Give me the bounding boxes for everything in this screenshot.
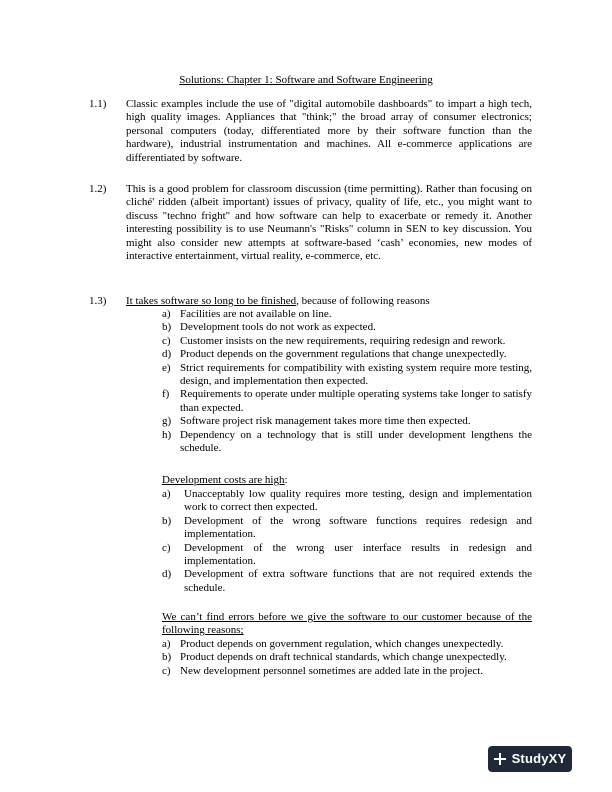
list-item: h) Dependency on a technology that is still under development lengthens the schedule.	[162, 428, 532, 455]
list-item: d) Development of extra software functions that are not required extends the schedule.	[162, 568, 532, 594]
list-item: c) Development of the wrong user interface results in redesign and implementation.	[162, 541, 532, 568]
errors-heading: We can’t find errors before we give the software to our customer because of the following reasons;	[162, 611, 532, 637]
list-item: f) Requirements to operate under multiple operating systems take longer to satisfy than expected.	[162, 388, 532, 414]
reasons-list	[162, 308, 532, 455]
list-item: g) Software project risk management takes more time then expected.	[162, 415, 471, 428]
answer-text: This is a good problem for classroom discussion (time permitting). Rather than focusing on cliché' ridden (albeit important) issues of privacy, quality of life, etc., you might want to discuss "techno fright" and how software can help to exacerbate or remedy it. Another interesting possibility is to use Neumann's "Risks" column in SEN to key discussion. You might also consider new attempts at software-based ‘cash’ economies, new modes of interactive entertainment, virtual reality, e-commerce, etc.	[126, 183, 532, 263]
reasons-heading-suffix: , because of following reasons	[296, 295, 430, 307]
answer-number: 1.1)	[89, 98, 107, 110]
plus-icon	[494, 753, 506, 765]
list-item: a) Unacceptably low quality requires more testing, design and implementation work to correct then expected.	[162, 488, 532, 514]
list-item: e) Strict requirements for compatibility with existing system require more testing, design, and implementation then expected.	[162, 361, 532, 388]
reasons-heading: It takes software so long to be finished	[126, 295, 297, 307]
list-item: b) Development tools do not work as expected.	[162, 321, 376, 334]
page-title: Solutions: Chapter 1: Software and Software Engineering	[179, 74, 433, 86]
answer-number: 1.2)	[89, 183, 107, 195]
answer-heading	[126, 295, 532, 308]
list-item: c) New development personnel sometimes are added late in the project.	[162, 664, 484, 677]
list-item: c) Customer insists on the new requirements, requiring redesign and rework.	[162, 334, 506, 347]
logo-text: StudyXY	[511, 751, 567, 767]
answer-number: 1.3)	[89, 295, 107, 307]
list-item: b) Product depends on draft technical standards, which change unexpectedly.	[162, 651, 507, 664]
list-item: a) Product depends on government regulation, which changes unexpectedly.	[162, 638, 504, 650]
errors-list	[162, 638, 532, 678]
answer-text: Classic examples include the use of "digital automobile dashboards" to impart a high tech, high quality images. Appliances that "think;" the broad array of consumer electronics; personal computers (today, differentiated more by their software function than the hardware), industrial instrumentation and machines. All e-commerce applications are differentiated by software.	[126, 98, 532, 164]
studyxy-logo[interactable]	[488, 746, 572, 772]
list-item: b) Development of the wrong software functions requires redesign and implementation.	[162, 514, 532, 541]
costs-heading: Development costs are high:	[162, 474, 288, 486]
list-item: a) Facilities are not available on line.	[162, 308, 332, 320]
costs-list	[162, 488, 532, 595]
list-item: d) Product depends on the government regulations that change unexpectedly.	[162, 348, 507, 361]
